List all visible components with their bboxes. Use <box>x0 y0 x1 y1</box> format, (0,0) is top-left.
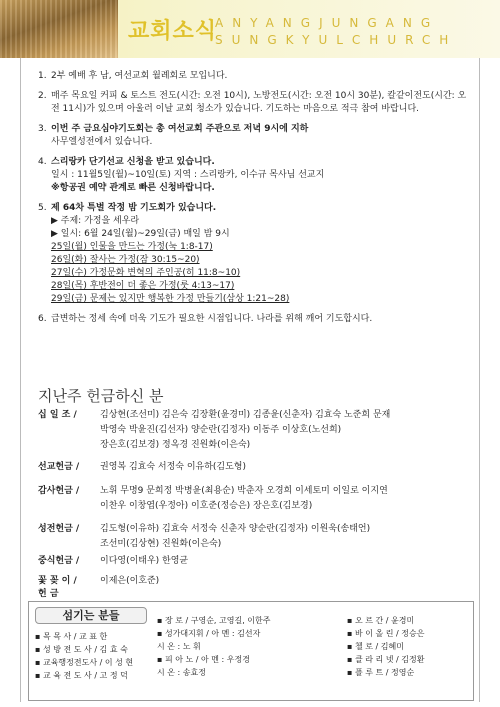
news-item-1 <box>38 70 468 83</box>
offering-names: 조선미(김상현) 진원화(이은숙) <box>100 539 222 549</box>
offering-names: 권영복 김효숙 서정숙 이유하(김도형) <box>100 462 247 472</box>
serving-title: 섬기는 분들 <box>35 607 147 624</box>
staff-entry: ▪ 성 방 전 도 사 / 김 효 숙 <box>35 645 128 654</box>
prayer-day: 26일(화) 잘사는 가정(잠 30:15~20) <box>51 255 200 265</box>
staff-entry: ▪ 첼 로 / 김혜미 <box>347 642 404 651</box>
staff-entry: ▪ 목 목 사 / 교 표 한 <box>35 632 108 641</box>
offering-names: 김상현(조선미) 김은숙 김장환(윤경미) 김종윤(신춘자) 김효숙 노준희 문재 <box>100 410 391 420</box>
news-text: 이번 주 금요심야기도회는 총 여선교회 주관으로 저녁 9시에 지하 <box>51 124 309 134</box>
offering-label: 중식헌금 / <box>38 556 80 566</box>
staff-entry: ▪ 오 르 간 / 윤경미 <box>347 616 415 625</box>
news-item-3 <box>38 123 468 149</box>
staff-entry: ▪ 교 육 전 도 사 / 고 정 덕 <box>35 671 128 680</box>
news-text: 스리랑카 단기선교 신청을 받고 있습니다. <box>51 157 215 167</box>
offering-names: 이제은(이호준) <box>100 576 160 586</box>
prayer-day: 27일(수) 가정문화 변혁의 주인공(히 11:8~10) <box>51 268 241 278</box>
staff-entry: ▪ 성가대지휘 / 아 멘 : 김선자 <box>157 629 261 638</box>
offering-names: 박영숙 박윤진(김선자) 양순란(김정자) 이동주 이상호(노선희) <box>100 425 342 435</box>
news-item-4 <box>38 156 468 195</box>
page-title: 교회소식 <box>128 18 218 44</box>
news-text: 급변하는 정세 속에 더욱 기도가 필요한 시점입니다. 나라를 위해 깨어 기도합시다. <box>51 314 373 324</box>
news-item-6 <box>38 313 468 326</box>
news-text: 사무엘성전에서 있습니다. <box>51 137 153 147</box>
header-banner <box>0 0 500 58</box>
offering-names: 노휘 무명9 문희정 박병윤(최용순) 박춘자 오경희 이세토미 이일로 이지연 <box>100 486 388 496</box>
staff-entry: ▪ 클 라 리 넷 / 김정환 <box>347 655 425 664</box>
news-number: 3. <box>38 124 47 134</box>
offering-label: 성전헌금 / <box>38 524 80 534</box>
offering-names: 김도형(이유하) 김효숙 서정숙 신춘자 양순란(김정자) 이원욱(송태언) <box>100 524 371 534</box>
news-text: 제 64차 특별 작정 밤 기도회가 있습니다. <box>51 203 217 213</box>
staff-column-2 <box>157 614 337 679</box>
staff-column-3 <box>347 614 471 679</box>
offering-label: 십 일 조 / <box>38 410 77 420</box>
offering-label: 선교헌금 / <box>38 462 80 472</box>
staff-entry: 시 온 : 송효정 <box>157 668 206 677</box>
staff-entry: ▪ 바 이 올 린 / 정승은 <box>347 629 425 638</box>
news-text: 일시 : 11월5일(월)~10일(토) 지역 : 스리랑카, 이수규 목사님 선교지 <box>51 170 325 180</box>
prayer-day: 25일(월) 인물을 만드는 가정(눅 1:8-17) <box>51 242 213 252</box>
staff-entry: ▪ 장 로 / 구영순, 고영길, 이한주 <box>157 616 271 625</box>
offering-label: 감사헌금 / <box>38 486 80 496</box>
prayer-date: ▶ 일시: 6월 24일(월)~29일(금) 매일 밤 9시 <box>51 229 230 239</box>
offering-label: 꽃 꽂 이 / <box>38 576 77 586</box>
prayer-theme: ▶ 주제: 가정을 세우라 <box>51 216 140 226</box>
offering-names: 이다영(이태우) 한영균 <box>100 556 189 566</box>
staff-column-1 <box>35 630 165 682</box>
offering-label: 헌 금 <box>38 589 59 599</box>
news-number: 4. <box>38 157 47 167</box>
congregation-photo <box>0 0 118 58</box>
news-number: 5. <box>38 203 47 213</box>
prayer-day: 29일(금) 문제는 있지만 행복한 가정 만들기(삼상 1:21~28) <box>51 294 290 304</box>
staff-entry: 시 온 : 노 휘 <box>157 642 201 651</box>
staff-entry: ▪ 플 루 트 / 정영순 <box>347 668 415 677</box>
offering-names: 장은호(김보경) 정옥경 진원화(이은숙) <box>100 440 251 450</box>
staff-entry: ▪ 피 아 노 / 아 멘 : 우정경 <box>157 655 250 664</box>
news-number: 2. <box>38 91 47 101</box>
church-name-line1: ANYANGJUNGANG <box>215 16 440 30</box>
serving-staff-box <box>28 601 474 701</box>
church-name-line2: SUNGKYULCHURCH <box>215 33 458 47</box>
news-number: 6. <box>38 314 47 324</box>
news-text: ※항공권 예약 관계로 빠른 신청바랍니다. <box>51 183 215 193</box>
news-text: 매주 목요일 커피 & 토스트 전도(시간: 오전 10시), 노방전도(시간: 오전 10시 30분), 칼같이전도(시간: 오전 11시)가 있으며 아울러 이날 교회 청소가 있습니다. 기도하는 마음으로 적극 참여 바랍니다. <box>51 91 467 114</box>
news-text: 2부 예배 후 남, 여선교회 월례회로 모입니다. <box>51 71 228 81</box>
staff-entry: ▪ 교육행정전도사 / 이 성 현 <box>35 658 134 667</box>
news-number: 1. <box>38 71 47 81</box>
news-list <box>38 70 468 333</box>
offering-title: 지난주 헌금하신 분 <box>38 387 164 405</box>
prayer-day: 28일(목) 후반전이 더 좋은 가정(룻 4:13~17) <box>51 281 235 291</box>
offering-names: 이찬우 이창엽(우정아) 이호준(정승은) 장은호(김보경) <box>100 501 313 511</box>
news-item-2 <box>38 90 468 116</box>
news-item-5 <box>38 202 468 306</box>
